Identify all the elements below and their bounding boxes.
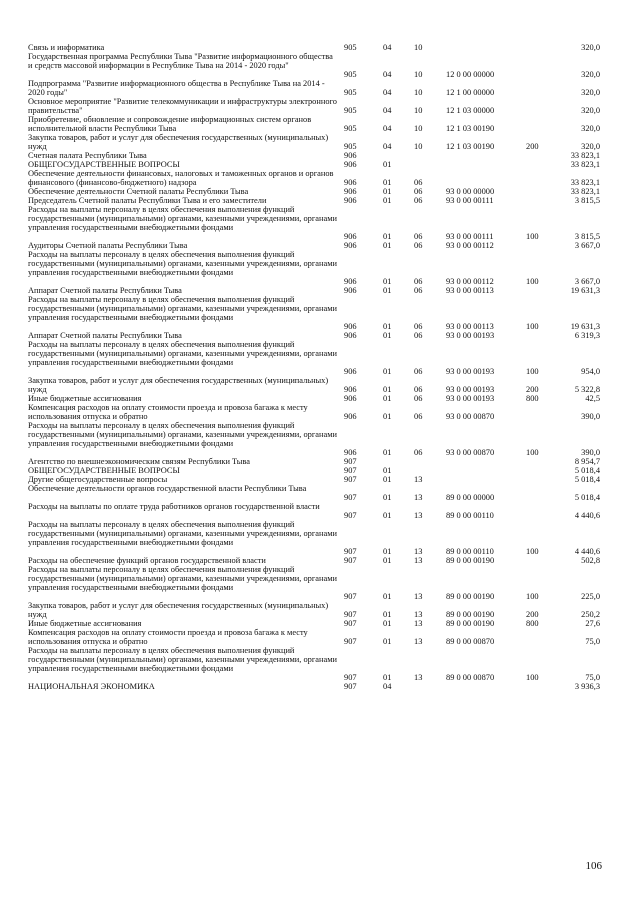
row-name: Иные бюджетные ассигнования (28, 619, 142, 628)
row-podrazdel: 10 (414, 105, 423, 115)
row-vedomstvo: 906 (344, 447, 357, 457)
row-podrazdel: 06 (414, 231, 423, 241)
row-podrazdel: 13 (414, 546, 423, 556)
row-name: Подпрограмма "Развитие информационного общества в Республике Тыва на 2014 - 2020 годы" (28, 79, 325, 97)
row-vedomstvo: 906 (344, 321, 357, 331)
row-expense-type: 100 (526, 546, 539, 556)
row-razdel: 01 (383, 492, 392, 502)
row-razdel: 01 (383, 366, 392, 376)
row-vedomstvo: 907 (344, 546, 357, 556)
row-amount: 5 322,8 (574, 384, 600, 394)
row-name: Расходы на выплаты персоналу в целях обеспечения выполнения функций государственными (муниципальными) органами, казенными учреждениями, органами управления государственными внебюджетными фондами (28, 205, 337, 232)
table-row (0, 206, 640, 242)
row-name: Закупка товаров, работ и услуг для обеспечения государственных (муниципальных) нужд (28, 376, 329, 394)
row-podrazdel: 06 (414, 286, 423, 295)
row-amount: 5 018,4 (574, 475, 600, 484)
row-amount: 33 823,1 (570, 187, 600, 196)
row-target-article: 93 0 00 00193 (446, 366, 495, 376)
row-name: Государственная программа Республики Тыва "Развитие информационного общества и средств массовой информации в Республике Тыва на 2014 - 2020 годы" (28, 52, 333, 70)
row-amount: 6 319,3 (574, 331, 600, 340)
row-vedomstvo: 907 (344, 682, 357, 691)
row-target-article: 93 0 00 00193 (446, 394, 495, 403)
row-podrazdel: 13 (414, 619, 423, 628)
row-amount: 3 815,5 (574, 196, 600, 205)
row-podrazdel: 06 (414, 187, 423, 196)
row-razdel: 04 (383, 141, 392, 151)
row-amount: 3 667,0 (574, 241, 600, 250)
row-razdel: 01 (383, 510, 392, 520)
row-name: Закупка товаров, работ и услуг для обеспечения государственных (муниципальных) нужд (28, 133, 329, 151)
table-row (0, 134, 640, 152)
row-amount: 5 018,4 (574, 492, 600, 502)
page-number: 106 (585, 860, 602, 872)
row-amount: 320,0 (581, 123, 600, 133)
row-target-article: 89 0 00 00870 (446, 672, 495, 682)
row-amount: 3 936,3 (574, 682, 600, 691)
row-amount: 27,6 (585, 619, 600, 628)
row-vedomstvo: 906 (344, 276, 357, 286)
row-target-article: 12 1 03 00000 (446, 105, 495, 115)
row-expense-type: 200 (526, 141, 539, 151)
row-amount: 250,2 (581, 609, 600, 619)
row-target-article: 93 0 00 00113 (446, 286, 494, 295)
row-razdel: 01 (383, 556, 392, 565)
row-podrazdel: 13 (414, 492, 423, 502)
row-razdel: 01 (383, 447, 392, 457)
row-name: Расходы на выплаты персоналу в целях обеспечения выполнения функций государственными (муниципальными) органами, казенными учреждениями, органами управления государственными внебюджетными фондами (28, 565, 337, 592)
row-vedomstvo: 907 (344, 466, 357, 475)
row-podrazdel: 06 (414, 366, 423, 376)
row-target-article: 93 0 00 00870 (446, 447, 495, 457)
row-razdel: 04 (383, 682, 392, 691)
row-podrazdel: 10 (414, 123, 423, 133)
row-target-article: 12 0 00 00000 (446, 69, 495, 79)
row-razdel: 01 (383, 609, 392, 619)
table-row (0, 566, 640, 602)
row-amount: 502,8 (581, 556, 600, 565)
row-amount: 33 823,1 (570, 151, 600, 160)
row-vedomstvo: 907 (344, 609, 357, 619)
row-expense-type: 100 (526, 672, 539, 682)
table-row (0, 602, 640, 620)
row-expense-type: 100 (526, 366, 539, 376)
row-vedomstvo: 907 (344, 591, 357, 601)
row-name: Расходы на выплаты по оплате труда работников органов государственной власти (28, 502, 320, 511)
row-amount: 225,0 (581, 591, 600, 601)
row-name: Аппарат Счетной палаты Республики Тыва (28, 286, 182, 295)
row-expense-type: 800 (526, 619, 539, 628)
row-name: Расходы на выплаты персоналу в целях обеспечения выполнения функций государственными (муниципальными) органами, казенными учреждениями, органами управления государственными внебюджетными фондами (28, 520, 337, 547)
row-podrazdel: 06 (414, 447, 423, 457)
row-target-article: 89 0 00 00110 (446, 546, 494, 556)
row-razdel: 01 (383, 241, 392, 250)
table-row (0, 422, 640, 458)
row-razdel: 01 (383, 321, 392, 331)
row-target-article: 93 0 00 00870 (446, 411, 495, 421)
row-name: Другие общегосударственные вопросы (28, 475, 168, 484)
table-row (0, 521, 640, 557)
row-expense-type: 800 (526, 394, 539, 403)
row-razdel: 01 (383, 591, 392, 601)
row-target-article: 89 0 00 00110 (446, 510, 494, 520)
row-amount: 390,0 (581, 447, 600, 457)
row-razdel: 01 (383, 160, 392, 169)
row-razdel: 01 (383, 286, 392, 295)
row-razdel: 01 (383, 187, 392, 196)
row-name: Аппарат Счетной палаты Республики Тыва (28, 331, 182, 340)
row-podrazdel: 06 (414, 177, 423, 187)
row-name: Обеспечение деятельности органов государственной власти Республики Тыва (28, 484, 307, 493)
row-vedomstvo: 906 (344, 286, 357, 295)
row-target-article: 93 0 00 00111 (446, 231, 494, 241)
row-target-article: 12 1 03 00190 (446, 141, 495, 151)
row-amount: 75,0 (585, 672, 600, 682)
row-razdel: 04 (383, 69, 392, 79)
row-podrazdel: 13 (414, 475, 423, 484)
row-vedomstvo: 905 (344, 43, 357, 52)
row-expense-type: 100 (526, 276, 539, 286)
row-podrazdel: 13 (414, 591, 423, 601)
row-amount: 33 823,1 (570, 177, 600, 187)
row-razdel: 01 (383, 196, 392, 205)
row-name: Расходы на выплаты персоналу в целях обеспечения выполнения функций государственными (муниципальными) органами, казенными учреждениями, органами управления государственными внебюджетными фондами (28, 295, 337, 322)
table-row (0, 503, 640, 521)
row-amount: 320,0 (581, 105, 600, 115)
table-row (0, 296, 640, 332)
row-vedomstvo: 906 (344, 231, 357, 241)
row-podrazdel: 06 (414, 394, 423, 403)
row-name: ОБЩЕГОСУДАРСТВЕННЫЕ ВОПРОСЫ (28, 160, 180, 169)
row-razdel: 04 (383, 105, 392, 115)
row-podrazdel: 10 (414, 87, 423, 97)
row-name: Расходы на выплаты персоналу в целях обеспечения выполнения функций государственными (муниципальными) органами, казенными учреждениями, органами управления государственными внебюджетными фондами (28, 340, 337, 367)
row-target-article: 93 0 00 00112 (446, 276, 494, 286)
row-razdel: 01 (383, 475, 392, 484)
table-row (0, 116, 640, 134)
row-target-article: 93 0 00 00112 (446, 241, 494, 250)
table-row (0, 629, 640, 647)
row-target-article: 12 1 00 00000 (446, 87, 495, 97)
row-name: Агентство по внешнеэкономическим связям Республики Тыва (28, 457, 250, 466)
row-amount: 8 954,7 (574, 457, 600, 466)
table-row (0, 341, 640, 377)
row-podrazdel: 06 (414, 276, 423, 286)
row-name: Расходы на выплаты персоналу в целях обеспечения выполнения функций государственными (муниципальными) органами, казенными учреждениями, органами управления государственными внебюджетными фондами (28, 646, 337, 673)
table-row (0, 170, 640, 188)
row-vedomstvo: 906 (344, 241, 357, 250)
row-razdel: 01 (383, 411, 392, 421)
row-razdel: 01 (383, 636, 392, 646)
row-vedomstvo: 906 (344, 187, 357, 196)
row-vedomstvo: 906 (344, 196, 357, 205)
row-amount: 3 815,5 (574, 231, 600, 241)
row-expense-type: 100 (526, 447, 539, 457)
row-podrazdel: 13 (414, 556, 423, 565)
row-amount: 320,0 (581, 141, 600, 151)
row-razdel: 01 (383, 466, 392, 475)
row-vedomstvo: 905 (344, 123, 357, 133)
row-razdel: 04 (383, 43, 392, 52)
row-podrazdel: 10 (414, 43, 423, 52)
row-razdel: 01 (383, 384, 392, 394)
table-row (0, 485, 640, 503)
row-razdel: 01 (383, 619, 392, 628)
row-podrazdel: 06 (414, 331, 423, 340)
row-expense-type: 100 (526, 321, 539, 331)
table-row (0, 80, 640, 98)
row-vedomstvo: 906 (344, 331, 357, 340)
row-amount: 954,0 (581, 366, 600, 376)
row-name: Приобретение, обновление и сопровождение информационных систем органов исполнительной власти Республики Тыва (28, 115, 312, 133)
row-vedomstvo: 906 (344, 177, 357, 187)
row-name: Закупка товаров, работ и услуг для обеспечения государственных (муниципальных) нужд (28, 601, 329, 619)
row-podrazdel: 13 (414, 609, 423, 619)
row-target-article: 12 1 03 00190 (446, 123, 495, 133)
row-podrazdel: 06 (414, 196, 423, 205)
row-target-article: 89 0 00 00190 (446, 591, 495, 601)
row-name: НАЦИОНАЛЬНАЯ ЭКОНОМИКА (28, 682, 155, 691)
row-vedomstvo: 905 (344, 87, 357, 97)
row-podrazdel: 06 (414, 411, 423, 421)
row-vedomstvo: 906 (344, 160, 357, 169)
row-amount: 320,0 (581, 43, 600, 52)
row-vedomstvo: 905 (344, 69, 357, 79)
row-podrazdel: 13 (414, 672, 423, 682)
row-amount: 4 440,6 (574, 510, 600, 520)
row-name: Компенсация расходов на оплату стоимости проезда и провоза багажа к месту использования отпуска и обратно (28, 628, 308, 646)
row-target-article: 93 0 00 00111 (446, 196, 494, 205)
row-name: Расходы на выплаты персоналу в целях обеспечения выполнения функций государственными (муниципальными) органами, казенными учреждениями, органами управления государственными внебюджетными фондами (28, 250, 337, 277)
row-razdel: 01 (383, 672, 392, 682)
row-name: Основное мероприятие "Развитие телекоммуникации и инфраструктуры электронного правительства" (28, 97, 337, 115)
row-amount: 5 018,4 (574, 466, 600, 475)
row-target-article: 93 0 00 00193 (446, 331, 495, 340)
row-name: Председатель Счетной палаты Республики Тыва и его заместители (28, 196, 267, 205)
row-razdel: 01 (383, 331, 392, 340)
row-razdel: 01 (383, 276, 392, 286)
row-target-article: 89 0 00 00190 (446, 619, 495, 628)
row-target-article: 93 0 00 00000 (446, 187, 495, 196)
row-vedomstvo: 907 (344, 492, 357, 502)
row-razdel: 04 (383, 87, 392, 97)
row-podrazdel: 13 (414, 636, 423, 646)
row-name: Аудиторы Счетной палаты Республики Тыва (28, 241, 188, 250)
row-vedomstvo: 907 (344, 619, 357, 628)
row-name: Расходы на выплаты персоналу в целях обеспечения выполнения функций государственными (муниципальными) органами, казенными учреждениями, органами управления государственными внебюджетными фондами (28, 421, 337, 448)
row-name: Связь и информатика (28, 43, 105, 52)
row-target-article: 93 0 00 00193 (446, 384, 495, 394)
row-expense-type: 200 (526, 384, 539, 394)
row-amount: 320,0 (581, 87, 600, 97)
table-row (0, 404, 640, 422)
row-podrazdel: 10 (414, 69, 423, 79)
row-amount: 4 440,6 (574, 546, 600, 556)
row-amount: 42,5 (585, 394, 600, 403)
row-razdel: 01 (383, 231, 392, 241)
table-row (0, 377, 640, 395)
row-vedomstvo: 905 (344, 141, 357, 151)
row-podrazdel: 10 (414, 141, 423, 151)
row-vedomstvo: 906 (344, 394, 357, 403)
row-vedomstvo: 907 (344, 636, 357, 646)
row-expense-type: 100 (526, 591, 539, 601)
row-expense-type: 200 (526, 609, 539, 619)
row-vedomstvo: 906 (344, 411, 357, 421)
row-name: Обеспечение деятельности Счетной палаты Республики Тыва (28, 187, 249, 196)
row-razdel: 01 (383, 546, 392, 556)
table-row (0, 683, 640, 692)
row-vedomstvo: 905 (344, 105, 357, 115)
row-vedomstvo: 906 (344, 366, 357, 376)
row-name: Расходы на обеспечение функций органов государственной власти (28, 556, 266, 565)
row-amount: 75,0 (585, 636, 600, 646)
row-razdel: 01 (383, 394, 392, 403)
row-name: Счетная палата Республики Тыва (28, 151, 147, 160)
row-podrazdel: 06 (414, 241, 423, 250)
row-name: Компенсация расходов на оплату стоимости проезда и провоза багажа к месту использования отпуска и обратно (28, 403, 308, 421)
table-row (0, 53, 640, 80)
table-row (0, 98, 640, 116)
row-vedomstvo: 906 (344, 151, 357, 160)
row-vedomstvo: 907 (344, 556, 357, 565)
row-amount: 33 823,1 (570, 160, 600, 169)
row-amount: 320,0 (581, 69, 600, 79)
row-expense-type: 100 (526, 231, 539, 241)
row-target-article: 89 0 00 00870 (446, 636, 495, 646)
table-row (0, 251, 640, 287)
row-target-article: 89 0 00 00000 (446, 492, 495, 502)
row-podrazdel: 06 (414, 384, 423, 394)
row-razdel: 01 (383, 177, 392, 187)
row-target-article: 89 0 00 00190 (446, 609, 495, 619)
row-vedomstvo: 907 (344, 457, 357, 466)
row-name: Иные бюджетные ассигнования (28, 394, 142, 403)
row-vedomstvo: 907 (344, 672, 357, 682)
row-amount: 19 631,3 (570, 286, 600, 295)
row-vedomstvo: 906 (344, 384, 357, 394)
row-podrazdel: 13 (414, 510, 423, 520)
table-row (0, 647, 640, 683)
row-amount: 3 667,0 (574, 276, 600, 286)
row-podrazdel: 06 (414, 321, 423, 331)
row-target-article: 89 0 00 00190 (446, 556, 495, 565)
row-name: Обеспечение деятельности финансовых, налоговых и таможенных органов и органов финансового (финансово-бюджетного) надзора (28, 169, 334, 187)
row-amount: 19 631,3 (570, 321, 600, 331)
row-target-article: 93 0 00 00113 (446, 321, 494, 331)
row-amount: 390,0 (581, 411, 600, 421)
row-vedomstvo: 907 (344, 475, 357, 484)
row-vedomstvo: 907 (344, 510, 357, 520)
row-razdel: 04 (383, 123, 392, 133)
row-name: ОБЩЕГОСУДАРСТВЕННЫЕ ВОПРОСЫ (28, 466, 180, 475)
